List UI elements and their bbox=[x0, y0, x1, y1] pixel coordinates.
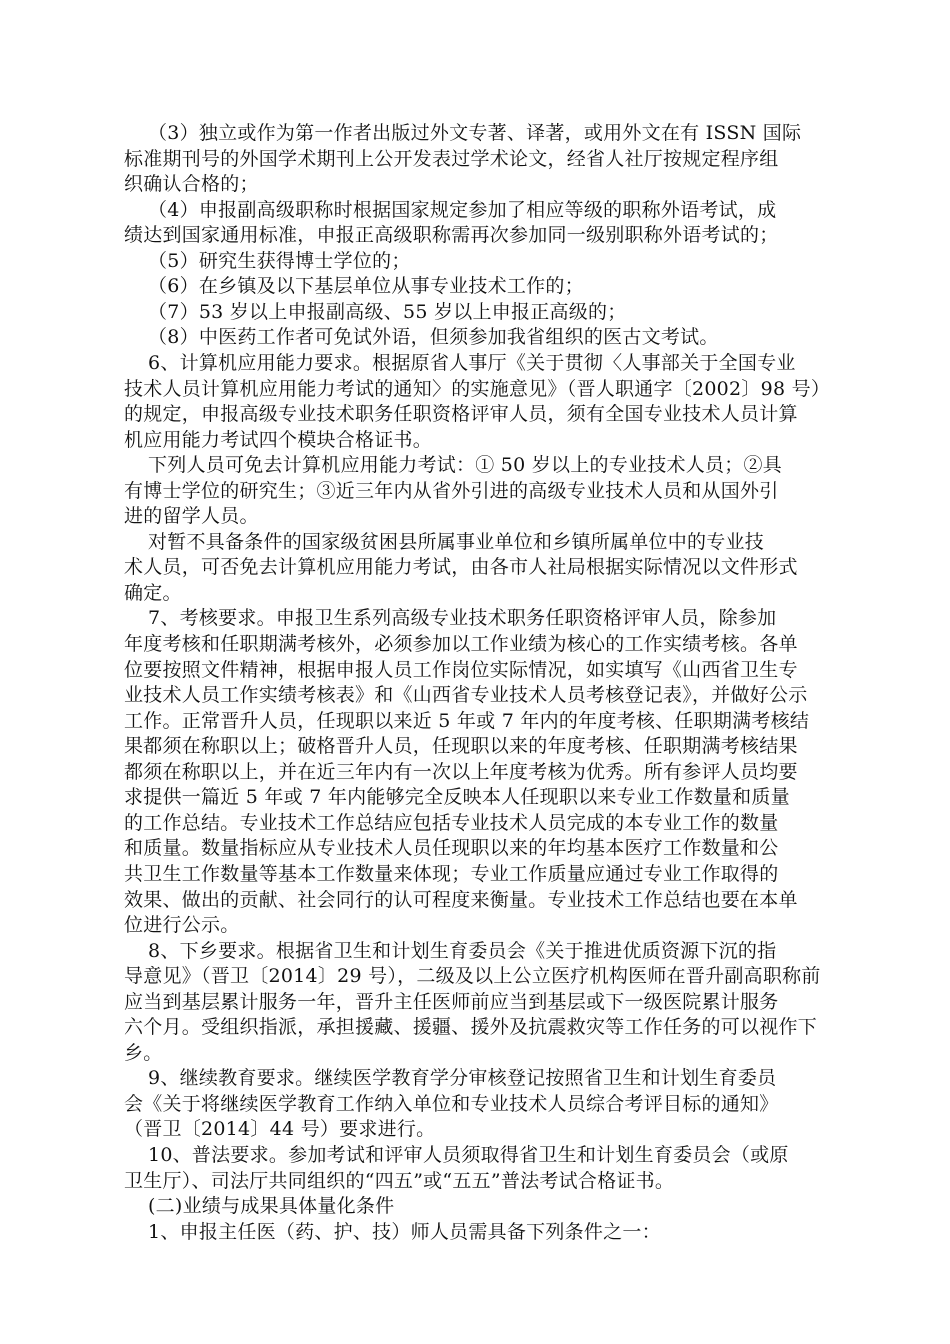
text-line: （5）研究生获得博士学位的； bbox=[148, 250, 411, 272]
text-line: 六个月。受组织指派，承担援藏、援疆、援外及抗震救灾等工作任务的可以视作下 bbox=[124, 1016, 818, 1038]
text-line: 6、计算机应用能力要求。根据原省人事厅《关于贯彻〈人事部关于全国专业 bbox=[148, 352, 796, 374]
text-line: 果都须在称职以上；破格晋升人员，任现职以来的年度考核、任职期满考核结果 bbox=[124, 735, 798, 757]
text-line: （8）中医药工作者可免试外语，但须参加我省组织的医古文考试。 bbox=[148, 326, 719, 348]
text-line: 共卫生工作数量等基本工作数量来体现；专业工作质量应通过专业工作取得的 bbox=[124, 863, 779, 885]
text-line: 的规定，申报高级专业技术职务任职资格评审人员，须有全国专业技术人员计算 bbox=[124, 403, 798, 425]
text-line: 位要按照文件精神，根据申报人员工作岗位实际情况，如实填写《山西省卫生专 bbox=[124, 659, 798, 681]
text-line: 对暂不具备条件的国家级贫困县所属事业单位和乡镇所属单位中的专业技 bbox=[148, 531, 765, 553]
text-line: (二)业绩与成果具体量化条件 bbox=[148, 1195, 395, 1217]
text-line: 的工作总结。专业技术工作总结应包括专业技术人员完成的本专业工作的数量 bbox=[124, 812, 779, 834]
text-line: 工作。正常晋升人员，任现职以来近 5 年或 7 年内的年度考核、任职期满考核结 bbox=[124, 710, 810, 732]
text-line: 会《关于将继续医学教育工作纳入单位和专业技术人员综合考评目标的通知》 bbox=[124, 1093, 779, 1115]
text-line: （6）在乡镇及以下基层单位从事专业技术工作的； bbox=[148, 275, 584, 297]
text-line: 下列人员可免去计算机应用能力考试：① 50 岁以上的专业技术人员；②具 bbox=[148, 454, 783, 476]
text-line: 机应用能力考试四个模块合格证书。 bbox=[124, 429, 433, 451]
text-line: 9、继续教育要求。继续医学教育学分审核登记按照省卫生和计划生育委员 bbox=[148, 1067, 777, 1089]
text-line: （晋卫〔2014〕44 号）要求进行。 bbox=[124, 1118, 436, 1140]
text-line: 有博士学位的研究生；③近三年内从省外引进的高级专业技术人员和从国外引 bbox=[124, 480, 779, 502]
text-line: 卫生厅）、司法厅共同组织的“四五”或“五五”普法考试合格证书。 bbox=[124, 1170, 675, 1192]
text-line: 技术人员计算机应用能力考试的通知〉的实施意见》（晋人职通字〔2002〕98 号） bbox=[124, 378, 831, 400]
text-line: 和质量。数量指标应从专业技术人员任现职以来的年均基本医疗工作数量和公 bbox=[124, 837, 779, 859]
text-line: （4）申报副高级职称时根据国家规定参加了相应等级的职称外语考试，成 bbox=[148, 199, 777, 221]
text-line: 10、普法要求。参加考试和评审人员须取得省卫生和计划生育委员会（或原 bbox=[148, 1144, 789, 1166]
text-line: 都须在称职以上，并在近三年内有一次以上年度考核为优秀。所有参评人员均要 bbox=[124, 761, 798, 783]
text-line: 应当到基层累计服务一年，晋升主任医师前应当到基层或下一级医院累计服务 bbox=[124, 991, 779, 1013]
text-line: （3）独立或作为第一作者出版过外文专著、译著，或用外文在有 ISSN 国际 bbox=[148, 122, 802, 144]
text-line: 年度考核和任职期满考核外，必须参加以工作业绩为核心的工作实绩考核。各单 bbox=[124, 633, 798, 655]
text-line: 标准期刊号的外国学术期刊上公开发表过学术论文，经省人社厅按规定程序组 bbox=[124, 148, 779, 170]
text-line: 乡。 bbox=[124, 1042, 163, 1064]
text-line: 1、申报主任医（药、护、技）师人员需具备下列条件之一： bbox=[148, 1221, 661, 1243]
text-line: 7、考核要求。申报卫生系列高级专业技术职务任职资格评审人员，除参加 bbox=[148, 607, 777, 629]
text-line: 术人员，可否免去计算机应用能力考试，由各市人社局根据实际情况以文件形式 bbox=[124, 556, 798, 578]
text-line: 业技术人员工作实绩考核表》和《山西省专业技术人员考核登记表》，并做好公示 bbox=[124, 684, 808, 706]
text-line: 8、下乡要求。根据省卫生和计划生育委员会《关于推进优质资源下沉的指 bbox=[148, 940, 777, 962]
text-line: 导意见》（晋卫〔2014〕29 号），二级及以上公立医疗机构医师在晋升副高职称前 bbox=[124, 965, 821, 987]
text-line: 效果、做出的贡献、社会同行的认可程度来衡量。专业技术工作总结也要在本单 bbox=[124, 889, 798, 911]
text-line: 求提供一篇近 5 年或 7 年内能够完全反映本人任现职以来专业工作数量和质量 bbox=[124, 786, 790, 808]
text-line: 进的留学人员。 bbox=[124, 505, 259, 527]
text-line: 织确认合格的； bbox=[124, 173, 259, 195]
text-line: 确定。 bbox=[124, 582, 182, 604]
text-line: （7）53 岁以上申报副高级、55 岁以上申报正高级的； bbox=[148, 301, 627, 323]
text-line: 位进行公示。 bbox=[124, 914, 240, 936]
text-line: 绩达到国家通用标准，申报正高级职称需再次参加同一级别职称外语考试的； bbox=[124, 224, 779, 246]
